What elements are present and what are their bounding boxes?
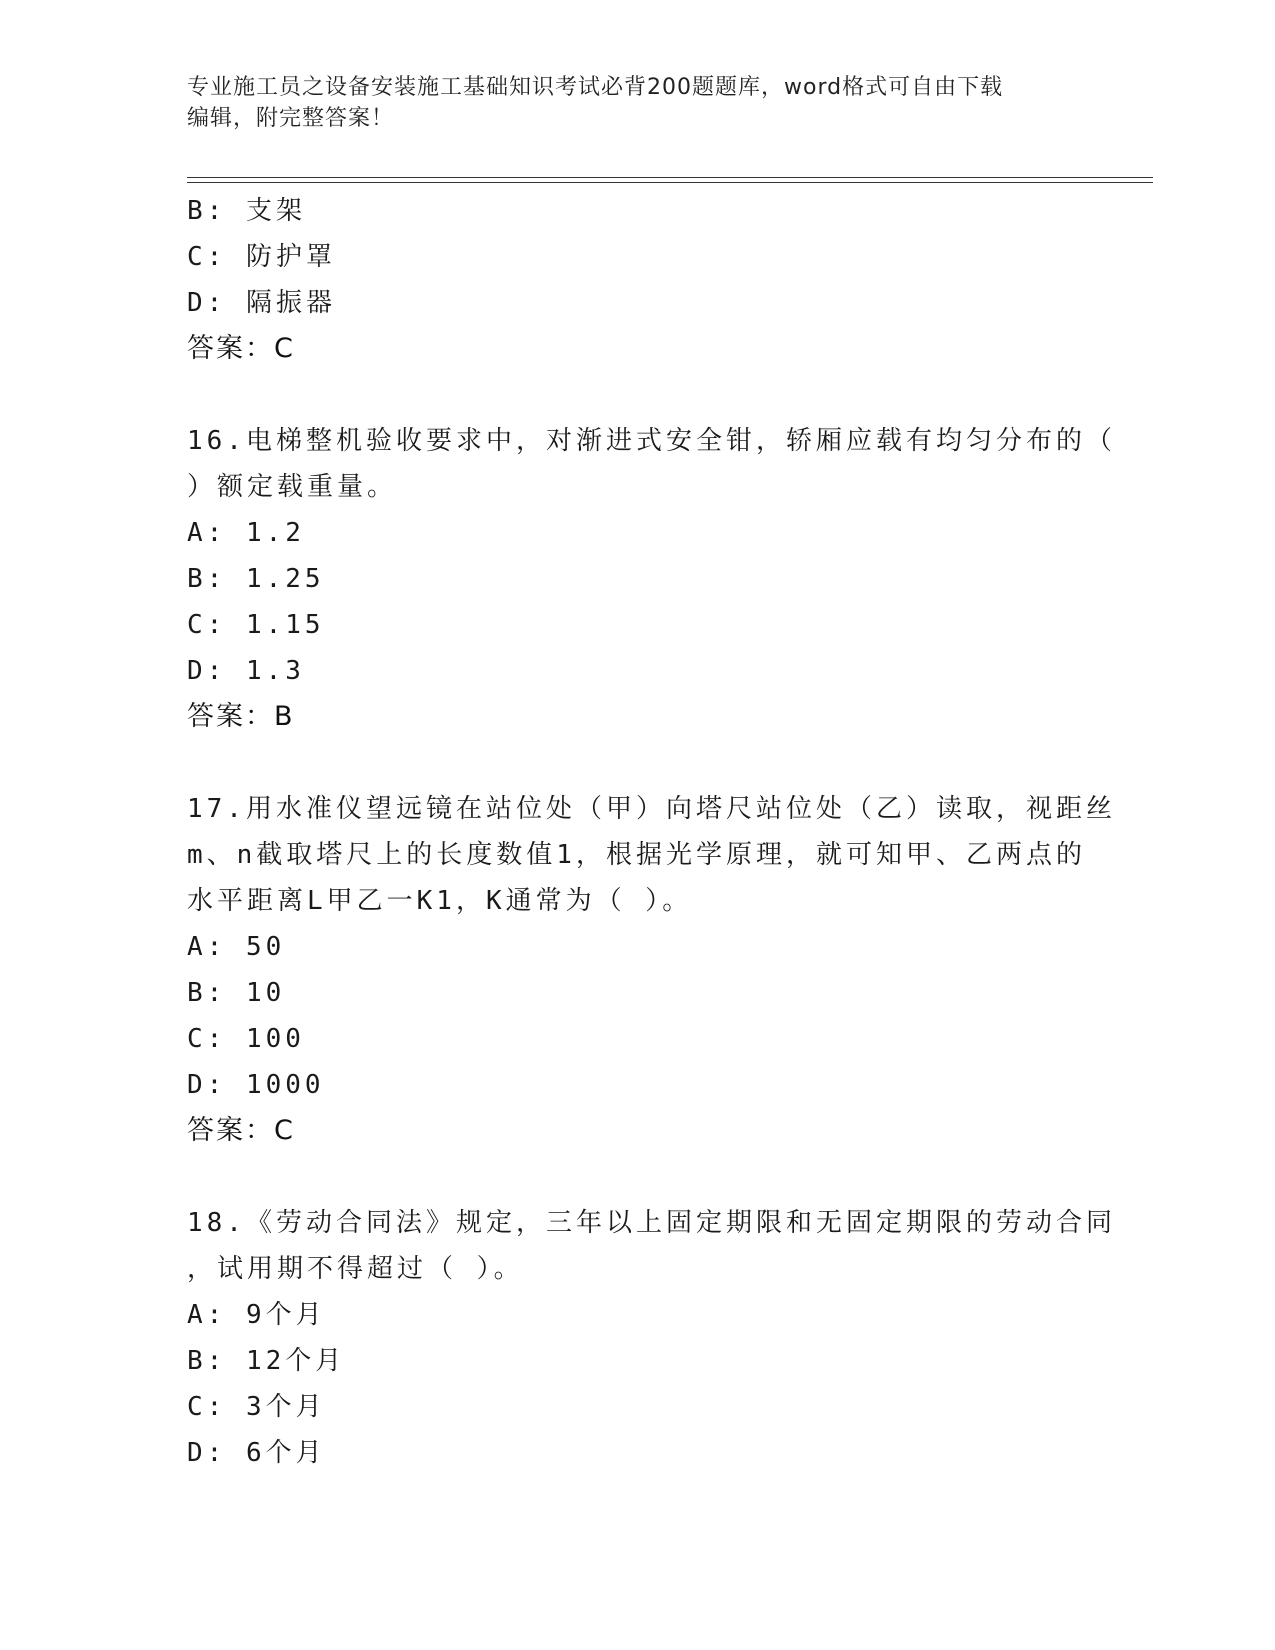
option-b: B: 12个月 [187,1346,346,1376]
header-divider-top [187,177,1153,178]
question-text: 水平距离L甲乙一K1，K通常为（ ）。 [187,886,693,916]
question-16 [187,418,1116,740]
spacer [187,1154,1067,1200]
spacer [187,740,1067,786]
question-text: m、n截取塔尺上的长度数值1，根据光学原理，就可知甲、乙两点的 [187,840,1086,870]
option-d: D: 1000 [187,1070,325,1100]
question-content [187,188,1116,1476]
option-a: A: 9个月 [187,1300,326,1330]
question-text: 18.《劳动合同法》规定，三年以上固定期限和无固定期限的劳动合同 [187,1208,1116,1238]
option-d: D: 1.3 [187,656,305,686]
option-c: C: 3个月 [187,1392,326,1422]
header-title-line-2: 编辑，附完整答案！ [187,106,395,131]
option-c: C: 100 [187,1024,305,1054]
question-text: ）额定载重量。 [187,472,398,502]
option-c: C: 1.15 [187,610,325,640]
answer-line: 答案：C [187,1115,295,1146]
option-a: A: 50 [187,932,286,962]
question-17 [187,786,1116,1154]
document-header [187,72,1067,134]
header-divider-bottom [187,182,1153,183]
answer-line: 答案：C [187,333,295,364]
option-d: D: 隔振器 [187,288,336,318]
option-d: D: 6个月 [187,1438,326,1468]
question-text: 17.用水准仪望远镜在站位处（甲）向塔尺站位处（乙）读取，视距丝 [187,794,1116,824]
option-c: C: 防护罩 [187,242,336,272]
question-text: 16.电梯整机验收要求中，对渐进式安全钳，轿厢应载有均匀分布的（ [187,426,1116,456]
prev-question-block [187,188,1067,372]
question-18 [187,1200,1116,1476]
header-title-line-1: 专业施工员之设备安装施工基础知识考试必背200题题库，word格式可自由下载 [187,75,1004,100]
option-b: B: 1.25 [187,564,325,594]
option-b: B: 支架 [187,196,306,226]
option-b: B: 10 [187,978,286,1008]
answer-line: 答案：B [187,701,295,732]
spacer [187,372,1067,418]
option-a: A: 1.2 [187,518,305,548]
question-text: ，试用期不得超过（ ）。 [187,1254,524,1284]
